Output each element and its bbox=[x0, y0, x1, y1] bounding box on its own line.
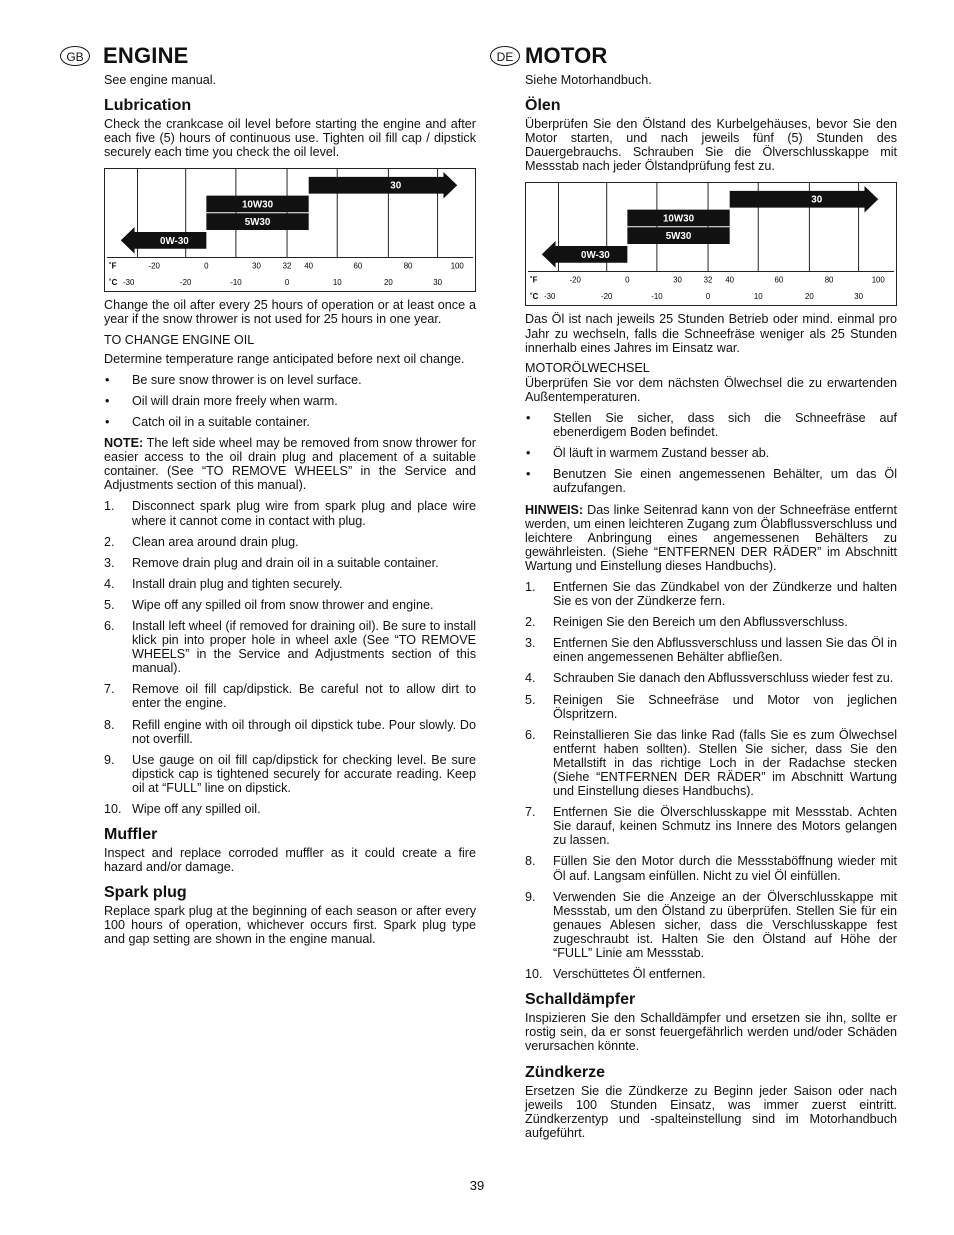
step-text: Wipe off any spilled oil from snow thrower and engine. bbox=[132, 597, 434, 612]
step-text: Wipe off any spilled oil. bbox=[132, 802, 261, 816]
list-item bbox=[525, 580, 897, 608]
step-number: 4. bbox=[104, 576, 115, 591]
column-english bbox=[60, 42, 476, 947]
determine-text: Determine temperature range anticipated before next oil change. bbox=[104, 351, 465, 366]
fahrenheit-tick: 32 bbox=[703, 275, 713, 285]
list-item bbox=[525, 636, 897, 664]
celsius-tick: 30 bbox=[433, 278, 442, 288]
fahrenheit-tick: -20 bbox=[569, 275, 581, 285]
step-text: Install left wheel (if removed for draining oil). Be sure to install klick pin into proper hole in wheel axle (See “TO REMOVE WHEELS” in the Service and Adjustments section of this manual). bbox=[132, 618, 476, 676]
viscosity-bar-30 bbox=[309, 172, 458, 199]
list-item: • Stellen Sie sicher, dass sich die Schneefräse auf ebenerdigem Boden befindet. bbox=[525, 411, 897, 439]
celsius-tick: -20 bbox=[180, 278, 192, 288]
fahrenheit-tick: 60 bbox=[774, 275, 784, 285]
fahrenheit-tick: -20 bbox=[148, 261, 160, 271]
spark-plug-text: Replace spark plug at the beginning of each season or after every 100 hours of operation, whichever occurs first. Spark plug type and gap setting are shown in the engine manual. bbox=[104, 904, 476, 947]
list-item: • Be sure snow thrower is on level surface. bbox=[104, 373, 476, 387]
lubrication-heading: Ölen bbox=[525, 97, 561, 115]
fahrenheit-tick: 100 bbox=[871, 275, 885, 285]
chart-svg bbox=[526, 183, 896, 305]
list-item bbox=[104, 718, 476, 746]
fahrenheit-label: ˚F bbox=[108, 261, 117, 271]
step-number: 2. bbox=[104, 534, 115, 549]
step-number: 10. bbox=[525, 967, 543, 982]
note-text: Das linke Seitenrad kann von der Schneefräse entfernt werden, um einen leichteren Zugang zum Ölabflussverschluss und leichtere Anbringung eines angemessenen Behälters zu gewährleisten. (Siehe “ENTFERNEN DER RÄDER” im Abschnitt Wartung und Einstellung dieses Handbuchs). bbox=[525, 502, 897, 573]
list-item: • Catch oil in a suitable container. bbox=[104, 415, 476, 429]
step-number: 2. bbox=[525, 615, 536, 630]
change-oil-text: Das Öl ist nach jeweils 25 Stunden Betrieb oder mind. einmal pro Jahr zu wechseln, falls die Schneefräse weniger als 25 Stunden innerhalb eines Jahres im Einsatz war. bbox=[525, 312, 897, 355]
lubrication-heading: Lubrication bbox=[104, 97, 192, 115]
note-label: HINWEIS: bbox=[525, 502, 584, 517]
section-header bbox=[490, 42, 897, 72]
see-manual-text: Siehe Motorhandbuch. bbox=[525, 73, 652, 87]
celsius-tick: 10 bbox=[332, 278, 342, 288]
celsius-tick: -10 bbox=[651, 292, 663, 302]
step-text: Use gauge on oil fill cap/dipstick for checking level. Be sure dipstick cap is tightened securely for accurate reading. Keep oil at “FULL” line on dipstick. bbox=[132, 752, 476, 795]
chart-svg bbox=[105, 169, 475, 291]
bar-label: 10W30 bbox=[241, 199, 274, 211]
bullet-list bbox=[525, 411, 897, 495]
change-oil-text: Change the oil after every 25 hours of operation or at least once a year if the snow thrower is not used for 25 hours in one year. bbox=[104, 298, 476, 327]
step-number: 7. bbox=[525, 805, 536, 820]
lubrication-text: Check the crankcase oil level before starting the engine and after each five (5) hours of continuous use. Tighten oil fill cap / dipstick securely each time you check the oil level. bbox=[104, 117, 476, 160]
step-text: Reinigen Sie Schneefräse und Motor von jeglichen Ölspritzern. bbox=[553, 692, 897, 721]
celsius-tick: 20 bbox=[805, 292, 814, 302]
list-item bbox=[104, 535, 476, 549]
step-text: Install drain plug and tighten securely. bbox=[132, 576, 343, 591]
steps-list bbox=[104, 499, 476, 816]
determine-text: Überprüfen Sie vor dem nächsten Ölwechsel die zu erwartenden Außentemperaturen. bbox=[525, 375, 897, 404]
step-number: 9. bbox=[104, 752, 115, 767]
fahrenheit-tick: 40 bbox=[304, 261, 314, 271]
note-label: NOTE: bbox=[104, 436, 144, 451]
list-item bbox=[525, 615, 897, 629]
list-item bbox=[525, 967, 897, 981]
step-text: Remove oil fill cap/dipstick. Be careful not to allow dirt to enter the engine. bbox=[132, 682, 476, 711]
list-item bbox=[525, 854, 897, 882]
celsius-tick: -30 bbox=[122, 278, 135, 288]
list-item bbox=[104, 619, 476, 675]
list-item bbox=[104, 682, 476, 710]
fahrenheit-tick: 0 bbox=[204, 261, 209, 271]
step-text: Entfernen Sie das Zündkabel von der Zündkerze und halten Sie es von der Zündkerze fern. bbox=[553, 579, 897, 609]
list-item bbox=[525, 805, 897, 847]
step-text: Entfernen Sie den Abflussverschluss und lassen Sie das Öl in einen angemessenen Behälter abfließen. bbox=[553, 636, 897, 665]
step-text: Refill engine with oil through oil dipstick tube. Pour slowly. Do not overfill. bbox=[132, 717, 476, 746]
language-badge: DE bbox=[490, 46, 520, 66]
list-item bbox=[525, 890, 897, 960]
step-number: 1. bbox=[525, 579, 536, 594]
fahrenheit-tick: 0 bbox=[625, 275, 630, 285]
bar-label: 30 bbox=[390, 181, 402, 193]
celsius-tick: -20 bbox=[601, 292, 613, 302]
bar-label: 10W30 bbox=[662, 213, 695, 225]
list-item bbox=[104, 577, 476, 591]
list-item bbox=[104, 499, 476, 527]
to-change-heading: TO CHANGE ENGINE OIL bbox=[104, 332, 255, 347]
list-item bbox=[104, 802, 476, 816]
step-text: Clean area around drain plug. bbox=[132, 534, 299, 549]
page-number: 39 bbox=[469, 1178, 485, 1193]
fahrenheit-tick: 100 bbox=[450, 261, 464, 271]
step-number: 8. bbox=[525, 854, 536, 869]
step-text: Entfernen Sie die Ölverschlusskappe mit Messstab. Achten Sie darauf, keinen Schmutz ins Innere des Motors gelangen zu lassen. bbox=[553, 805, 897, 848]
spark-plug-heading: Zündkerze bbox=[525, 1063, 606, 1081]
fahrenheit-tick: 80 bbox=[403, 261, 413, 271]
step-number: 5. bbox=[104, 597, 115, 612]
viscosity-bar-30 bbox=[730, 186, 879, 213]
to-change-heading: MOTORÖLWECHSEL bbox=[525, 360, 650, 375]
celsius-tick: -10 bbox=[230, 278, 242, 288]
celsius-tick: 20 bbox=[384, 278, 393, 288]
steps-list bbox=[525, 580, 897, 981]
step-number: 7. bbox=[104, 682, 115, 697]
spark-plug-heading: Spark plug bbox=[104, 884, 187, 902]
oil-temperature-chart bbox=[525, 182, 897, 306]
step-text: Disconnect spark plug wire from spark plug and place wire where it cannot come in contact with plug. bbox=[132, 499, 476, 528]
celsius-tick: 30 bbox=[854, 292, 863, 302]
list-item bbox=[525, 693, 897, 721]
fahrenheit-tick: 32 bbox=[282, 261, 292, 271]
step-number: 6. bbox=[525, 727, 536, 742]
step-number: 1. bbox=[104, 499, 115, 514]
muffler-text: Inspect and replace corroded muffler as it could create a fire hazard and/or damage. bbox=[104, 846, 476, 875]
celsius-tick: -30 bbox=[543, 292, 556, 302]
spark-plug-text: Ersetzen Sie die Zündkerze zu Beginn jeder Saison oder nach jeweils 100 Stunden Einsatz, was immer zuerst eintritt. Zündkerzentyp und -spalteinstellung sind im Motorhandbuch aufgeführt. bbox=[525, 1083, 897, 1140]
bar-label: 5W30 bbox=[665, 231, 692, 243]
list-item: • Oil will drain more freely when warm. bbox=[104, 394, 476, 408]
fahrenheit-tick: 60 bbox=[353, 261, 363, 271]
step-text: Schrauben Sie danach den Abflussverschluss wieder fest zu. bbox=[553, 671, 894, 686]
list-item bbox=[525, 728, 897, 798]
see-manual-text: See engine manual. bbox=[104, 73, 217, 87]
step-text: Füllen Sie den Motor durch die Messstaböffnung wieder mit Öl auf. Langsam einfüllen. Nicht zu viel Öl einfüllen. bbox=[553, 854, 897, 883]
step-number: 6. bbox=[104, 618, 115, 633]
bullet-list bbox=[104, 373, 476, 429]
list-item bbox=[104, 753, 476, 795]
step-number: 8. bbox=[104, 717, 115, 732]
note-paragraph bbox=[525, 503, 897, 573]
section-header bbox=[60, 42, 476, 72]
fahrenheit-tick: 30 bbox=[252, 261, 261, 271]
fahrenheit-tick: 80 bbox=[824, 275, 834, 285]
step-text: Verwenden Sie die Anzeige an der Ölverschlusskappe mit Messstab, um den Ölstand zu überprüfen. Stellen Sie für ein genaues Ablesen sicher, dass die Verschlusskappe fest zugeschraubt ist. Halten Sie den Ölstand auf Höhe der “FULL” Linie am Messstab. bbox=[553, 889, 897, 961]
celsius-tick: 10 bbox=[753, 292, 763, 302]
bar-label: 0W-30 bbox=[581, 250, 610, 262]
column-german bbox=[490, 42, 897, 1140]
celsius-tick: 0 bbox=[284, 278, 290, 288]
celsius-label: ˚C bbox=[108, 278, 118, 288]
note-paragraph bbox=[104, 436, 476, 492]
step-text: Reinigen Sie den Bereich um den Abflussverschluss. bbox=[553, 615, 848, 630]
muffler-heading: Schalldämpfer bbox=[525, 991, 636, 1009]
step-number: 4. bbox=[525, 671, 536, 686]
lubrication-text: Überprüfen Sie den Ölstand des Kurbelgehäuses, bevor Sie den Motor starten, und nach jeweils fünf (5) Stunden des Dauergebrauchs. Schrauben Sie die Ölverschlusskappe mit Messstab nach jeder Ölstandprüfung fest zu. bbox=[525, 117, 897, 174]
list-item: • Benutzen Sie einen angemessenen Behälter, um das Öl aufzufangen. bbox=[525, 467, 897, 495]
step-text: Verschüttetes Öl entfernen. bbox=[553, 967, 706, 982]
list-item bbox=[525, 671, 897, 685]
fahrenheit-label: ˚F bbox=[529, 275, 538, 285]
muffler-heading: Muffler bbox=[104, 826, 158, 844]
step-number: 3. bbox=[104, 555, 115, 570]
bar-label: 0W-30 bbox=[160, 236, 189, 248]
step-number: 10. bbox=[104, 802, 122, 816]
list-item: • Öl läuft in warmem Zustand besser ab. bbox=[525, 446, 897, 460]
step-number: 3. bbox=[525, 636, 536, 651]
step-number: 5. bbox=[525, 692, 536, 707]
step-text: Reinstallieren Sie das linke Rad (falls Sie es zum Ölwechsel entfernt haben sollten). Stellen Sie sicher, dass Sie den Metallstift in das richtige Loch in der Radachse stecken (Siehe “ENTFERNEN DER RÄDER” im Abschnitt Wartung und Einstellung dieses Handbuchs). bbox=[553, 727, 897, 799]
oil-temperature-chart bbox=[104, 168, 476, 292]
muffler-text: Inspizieren Sie den Schalldämpfer und ersetzen sie ihn, sollte er rostig sein, da er sonst feuergefährlich werden und/oder Schäden verursachen könnte. bbox=[525, 1011, 897, 1054]
section-title: ENGINE bbox=[103, 43, 189, 68]
note-text: The left side wheel may be removed from snow thrower for easier access to the oil drain plug and placement of a suitable container. (See “TO REMOVE WHEELS” in the Service and Adjustments section of this manual). bbox=[104, 436, 476, 493]
section-title: MOTOR bbox=[525, 43, 608, 68]
celsius-tick: 0 bbox=[705, 292, 711, 302]
language-badge: GB bbox=[60, 46, 90, 66]
bar-label: 5W30 bbox=[244, 217, 271, 229]
step-number: 9. bbox=[525, 889, 536, 904]
fahrenheit-tick: 30 bbox=[673, 275, 682, 285]
list-item bbox=[104, 598, 476, 612]
fahrenheit-tick: 40 bbox=[725, 275, 735, 285]
celsius-label: ˚C bbox=[529, 292, 539, 302]
list-item bbox=[104, 556, 476, 570]
step-text: Remove drain plug and drain oil in a suitable container. bbox=[132, 555, 439, 570]
bar-label: 30 bbox=[811, 195, 823, 207]
